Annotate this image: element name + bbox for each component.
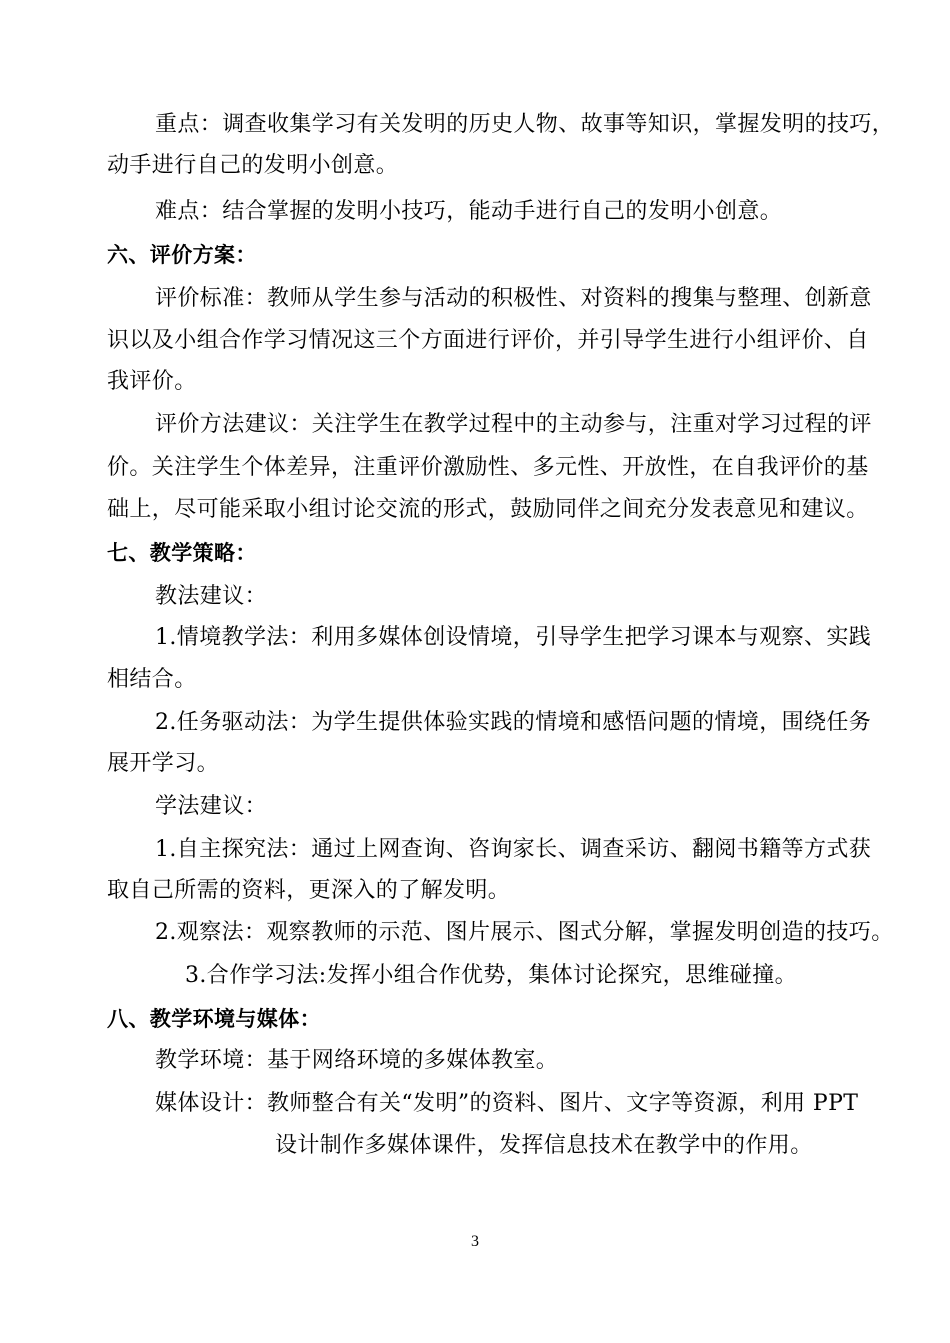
- teaching-methods-label: 教法建议：: [155, 584, 268, 609]
- learning-method-3: 3.合作学习法:发挥小组合作优势，集体讨论探究，思维碰撞。: [185, 963, 798, 988]
- section-6-heading: 六、评价方案：: [107, 243, 257, 267]
- evaluation-method-line-2: 价。关注学生个体差异，注重评价激励性、多元性、开放性，在自我评价的基: [107, 455, 869, 480]
- key-points-line-1: 重点：调查收集学习有关发明的历史人物、故事等知识，掌握发明的技巧，: [155, 112, 895, 137]
- difficult-points: 难点：结合掌握的发明小技巧，能动手进行自己的发明小创意。: [155, 199, 783, 224]
- teaching-method-2-line-2: 展开学习。: [107, 751, 220, 776]
- page-number: 3: [471, 1233, 479, 1250]
- section-8-heading: 八、教学环境与媒体：: [107, 1007, 321, 1031]
- evaluation-method-line-3: 础上，尽可能采取小组讨论交流的形式，鼓励同伴之间充分发表意见和建议。: [107, 497, 869, 522]
- section-7-heading: 七、教学策略：: [107, 541, 257, 565]
- teaching-method-2-line-1: 2.任务驱动法：为学生提供体验实践的情境和感悟问题的情境，围绕任务: [155, 710, 872, 735]
- media-design-line-2: 设计制作多媒体课件，发挥信息技术在教学中的作用。: [275, 1133, 813, 1158]
- learning-method-1-line-2: 取自己所需的资料，更深入的了解发明。: [107, 878, 511, 903]
- evaluation-criteria-line-1: 评价标准：教师从学生参与活动的积极性、对资料的搜集与整理、创新意: [155, 286, 872, 311]
- learning-methods-label: 学法建议：: [155, 794, 268, 819]
- media-design-line-1: 媒体设计：教师整合有关“发明”的资料、图片、文字等资源，利用 PPT: [155, 1091, 859, 1116]
- learning-method-2: 2.观察法：观察教师的示范、图片展示、图式分解，掌握发明创造的技巧。: [155, 920, 894, 945]
- key-points-line-2: 动手进行自己的发明小创意。: [107, 153, 399, 178]
- teaching-environment: 教学环境：基于网络环境的多媒体教室。: [155, 1048, 559, 1073]
- evaluation-method-line-1: 评价方法建议：关注学生在教学过程中的主动参与，注重对学习过程的评: [155, 412, 872, 437]
- teaching-method-1-line-2: 相结合。: [107, 667, 197, 692]
- evaluation-criteria-line-2: 识以及小组合作学习情况这三个方面进行评价，并引导学生进行小组评价、自: [107, 328, 869, 353]
- learning-method-1-line-1: 1.自主探究法：通过上网查询、咨询家长、调查采访、翻阅书籍等方式获: [155, 837, 872, 862]
- teaching-method-1-line-1: 1.情境教学法：利用多媒体创设情境，引导学生把学习课本与观察、实践: [155, 625, 872, 650]
- evaluation-criteria-line-3: 我评价。: [107, 369, 197, 394]
